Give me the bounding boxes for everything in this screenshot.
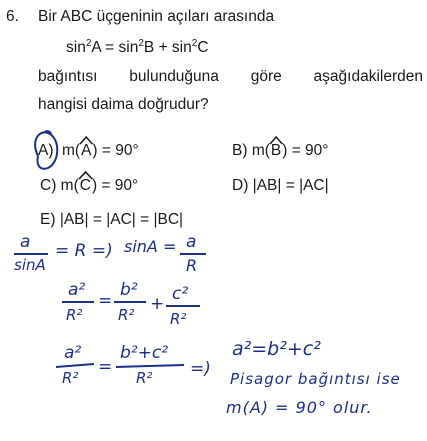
question-stem-line1: Bir ABC üçgeninin açıları arasında (38, 8, 275, 25)
hw-l3-t2-den: R² (136, 369, 153, 387)
option-a-letter[interactable]: A) (38, 142, 54, 159)
hw-l1-rnum: a (186, 232, 197, 252)
fraction-bar (116, 365, 184, 367)
option-e-letter: E) (40, 211, 56, 228)
fraction-bar (56, 364, 94, 367)
hw-l2-plus: + (150, 294, 165, 314)
hw-l2-t1-num: a² (68, 280, 86, 300)
option-a-suffix: ) = 90° (92, 142, 139, 159)
option-c-prefix: m( (60, 177, 79, 194)
stem-word: bağıntısı (38, 68, 98, 85)
equation-sup-c: 2 (191, 38, 198, 49)
option-b-suffix: ) = 90° (282, 142, 329, 159)
stem-word: aşağıdakilerden (313, 68, 423, 85)
option-c-angle: C (79, 177, 91, 194)
option-c-suffix: ) = 90° (91, 177, 139, 194)
option-b-letter: B) (232, 142, 248, 159)
hw-l2-t2-num: b² (120, 280, 138, 300)
equation-part-a: A = sin (91, 39, 139, 56)
answer-circle (35, 131, 57, 169)
option-b-prefix: m( (251, 142, 270, 159)
question-stem-line3: hangisi daima doğrudur? (38, 96, 209, 113)
hw-l3-eq: = (98, 357, 113, 377)
equation-part-b: B + sin (143, 39, 192, 56)
hw-l1-right: sinA = (124, 237, 177, 256)
option-e-text: |AB| = |AC| = |BC| (59, 211, 184, 228)
hw-result-text1: Pisagor bağıntısı ise (230, 370, 401, 388)
hw-l3-arrow: =) (190, 359, 211, 379)
question-number: 6. (6, 8, 19, 25)
hw-l3-t1-num: a² (64, 343, 82, 363)
hw-l2-t3-num: c² (172, 284, 189, 304)
hw-l1-mid: = R =) (55, 241, 113, 261)
option-d-text: |AB| = |AC| (252, 177, 329, 194)
hw-l3-t2-num: b²+c² (120, 343, 169, 363)
hw-l1-rden: R (186, 256, 198, 275)
stem-word: göre (250, 68, 282, 85)
stem-word: bulunduğuna (129, 68, 219, 85)
hw-result-text2: m(A) = 90° olur. (226, 398, 373, 417)
hw-l3-t1-den: R² (62, 369, 79, 387)
option-c-letter: C) (40, 177, 57, 194)
option-d-letter: D) (232, 177, 249, 194)
equation-sup-b: 2 (138, 38, 144, 49)
hw-l2-eq: = (98, 291, 113, 311)
hw-l2-t1-den: R² (66, 306, 83, 324)
option-b-angle: B (270, 142, 282, 159)
equation-sin-a: sin (66, 39, 86, 56)
hw-result-eq: a²=b²+c² (232, 338, 321, 360)
hw-l1-num: a (20, 232, 31, 252)
hw-l1-den: sinA (14, 256, 46, 274)
equation-part-c: C (197, 39, 209, 56)
hw-l2-t3-den: R² (170, 310, 187, 328)
equation-sup-a: 2 (85, 38, 92, 49)
option-a-angle: A (81, 142, 92, 159)
option-a-prefix: m( (62, 142, 81, 159)
hw-l2-t2-den: R² (118, 306, 135, 324)
